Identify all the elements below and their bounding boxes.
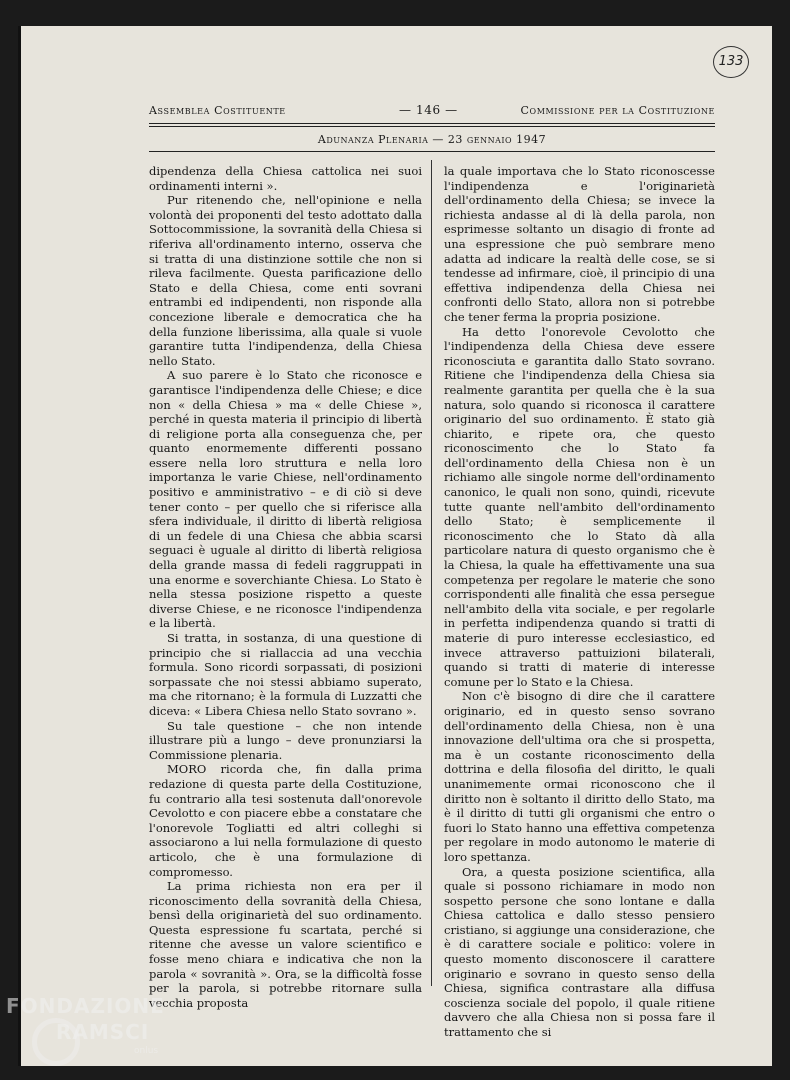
- left-column: [149, 164, 422, 1010]
- paragraph: dipendenza della Chiesa cattolica nei suoi ordinamenti interni ».: [149, 164, 422, 193]
- paragraph: La prima richiesta non era per il riconoscimento della sovranità della Chiesa, bensì della originarietà del suo ordinamento. Questa espressione fu scartata, perché si ritenne che avesse un valore scientifico e fosse meno chiara e indicativa che non la parola « sovranità ». Ora, se la difficoltà fosse per la parola, si potrebbe ritornare sulla vecchia proposta: [149, 879, 422, 1010]
- header-rule-thin: [149, 126, 715, 127]
- subheader-rule: [149, 151, 715, 152]
- column-divider: [431, 160, 432, 986]
- paragraph: la quale importava che lo Stato riconoscesse l'indipendenza e l'originarietà dell'ordinamento della Chiesa; se invece la richiesta andasse al di là della parola, non esprimesse soltanto un disagio di fronte ad una espressione che può sembrare meno adatta ad indicare la realtà delle cose, se si tendesse ad infirmare, cioè, il principio di una effettiva indipendenza della Chiesa nei confronti dello Stato, allora non si potrebbe che tener ferma la propria posizione.: [444, 164, 715, 324]
- paragraph: Pur ritenendo che, nell'opinione e nella volontà dei proponenti del testo adottato dalla Sottocommissione, la sovranità della Chiesa si riferiva all'ordinamento interno, osserva che si tratta di una distinzione sottile che non si rileva facilmente. Questa parificazione dello Stato e della Chiesa, come enti sovrani entrambi ed indipendenti, non risponde alla concezione liberale e democratica che ha della funzione liberissima, alla quale si vuole garantire tutta l'indipendenza, della Chiesa nello Stato.: [149, 193, 422, 368]
- paragraph: A suo parere è lo Stato che riconosce e garantisce l'indipendenza delle Chiese; e dice non « della Chiesa » ma « delle Chiese », perché in questa materia il principio di libertà di religione porta alla conseguenza che, per quanto enormemente differenti possano essere nella loro struttura e nella loro importanza le varie Chiese, nell'ordinamento positivo e amministrativo – e di ciò si deve tener conto – per quello che si riferisce alla sfera individuale, il diritto di libertà religiosa di un fedele di una Chiesa che abbia scarsi seguaci è uguale al diritto di libertà religiosa della grande massa di fedeli raggruppati in una enorme e soverchiante Chiesa. Lo Stato è nella stessa posizione rispetto a queste diverse Chiese, e ne riconosce l'indipendenza e la libertà.: [149, 368, 422, 631]
- paragraph: Si tratta, in sostanza, di una questione di principio che si riallaccia ad una vecchia formula. Sono ricordi sorpassati, di posizioni sorpassate che noi stessi abbiamo superato, ma che ritornano; è la formula di Luzzatti che diceva: « Libera Chiesa nello Stato sovrano ».: [149, 631, 422, 718]
- watermark-line3: onlus: [134, 1046, 159, 1056]
- header-rule: [149, 123, 715, 124]
- header-right: Commissione per la Costituzione: [520, 104, 715, 117]
- watermark-line2: RAMSCI: [56, 1020, 150, 1044]
- watermark-line1: FONDAZIONE: [6, 994, 165, 1018]
- session-title: Adunanza Plenaria — 23 gennaio 1947: [317, 133, 547, 146]
- paragraph: Non c'è bisogno di dire che il carattere originario, ed in questo senso sovrano dell'ordinamento della Chiesa, non è una innovazione dell'ultima ora che si prospetta, ma è un costante riconoscimento della dottrina e della filosofia del diritto, le quali unanimemente ormai riconoscono che il diritto non è soltanto il diritto dello Stato, ma è il diritto di tutti gli organismi che entro o fuori lo Stato hanno una effettiva competenza per regolare in modo autonomo le materie di loro spettanza.: [444, 689, 715, 864]
- header-left: Assemblea Costituente: [149, 104, 286, 117]
- paragraph: Ora, a questa posizione scientifica, alla quale si possono richiamare in modo non sospetto persone che sono lontane e dalla Chiesa cattolica e dallo stesso pensiero cristiano, si aggiunge una considerazione, che è di carattere sociale e politico: volere in questo momento disconoscere il carattere originario e sovrano in questo senso della Chiesa, significa contrastare alla diffusa coscienza sociale del popolo, il quale ritiene davvero che alla Chiesa non si possa fare il trattamento che si: [444, 864, 715, 1040]
- watermark-logo: [4, 994, 194, 1072]
- right-column: [444, 164, 715, 1040]
- archive-number-stamp: 133: [713, 46, 749, 78]
- page-number: — 146 —: [399, 103, 458, 117]
- paragraph: Su tale questione – che non intende illustrare più a lungo – deve pronunziarsi la Commissione plenaria.: [149, 718, 422, 762]
- paragraph: MORO ricorda che, fin dalla prima redazione di questa parte della Costituzione, fu contrario alla tesi sostenuta dall'onorevole Cevolotto e con piacere ebbe a constatare che l'onorevole Togliatti ed altri colleghi si associarono a lui nella formulazione di questo articolo, che è una formulazione di compromesso.: [149, 762, 422, 879]
- paragraph: Ha detto l'onorevole Cevolotto che l'indipendenza della Chiesa deve essere riconosciuta e garantita dallo Stato sovrano. Ritiene che l'indipendenza della Chiesa sia realmente garantita per quella che è la sua natura, solo quando si riconosca il carattere originario del suo ordinamento. È stato già chiarito, e ripete ora, che questo riconoscimento che lo Stato fa dell'ordinamento della Chiesa non è un richiamo alle singole norme dell'ordinamento canonico, le quali non sono, quindi, ricevute tutte quante nell'ambito dell'ordinamento dello Stato; è semplicemente il riconoscimento che lo Stato dà alla particolare natura di questo organismo che è la Chiesa, la quale ha effettivamente una sua competenza per regolare le materie che sono corrispondenti alle finalità che essa persegue nell'ambito della vita sociale, e per regolarle in perfetta indipendenza quando si tratti di materie di puro interesse ecclesiastico, ed invece attraverso pattuizioni bilaterali, quando si tratti di materie di interesse comune per lo Stato e la Chiesa.: [444, 324, 715, 689]
